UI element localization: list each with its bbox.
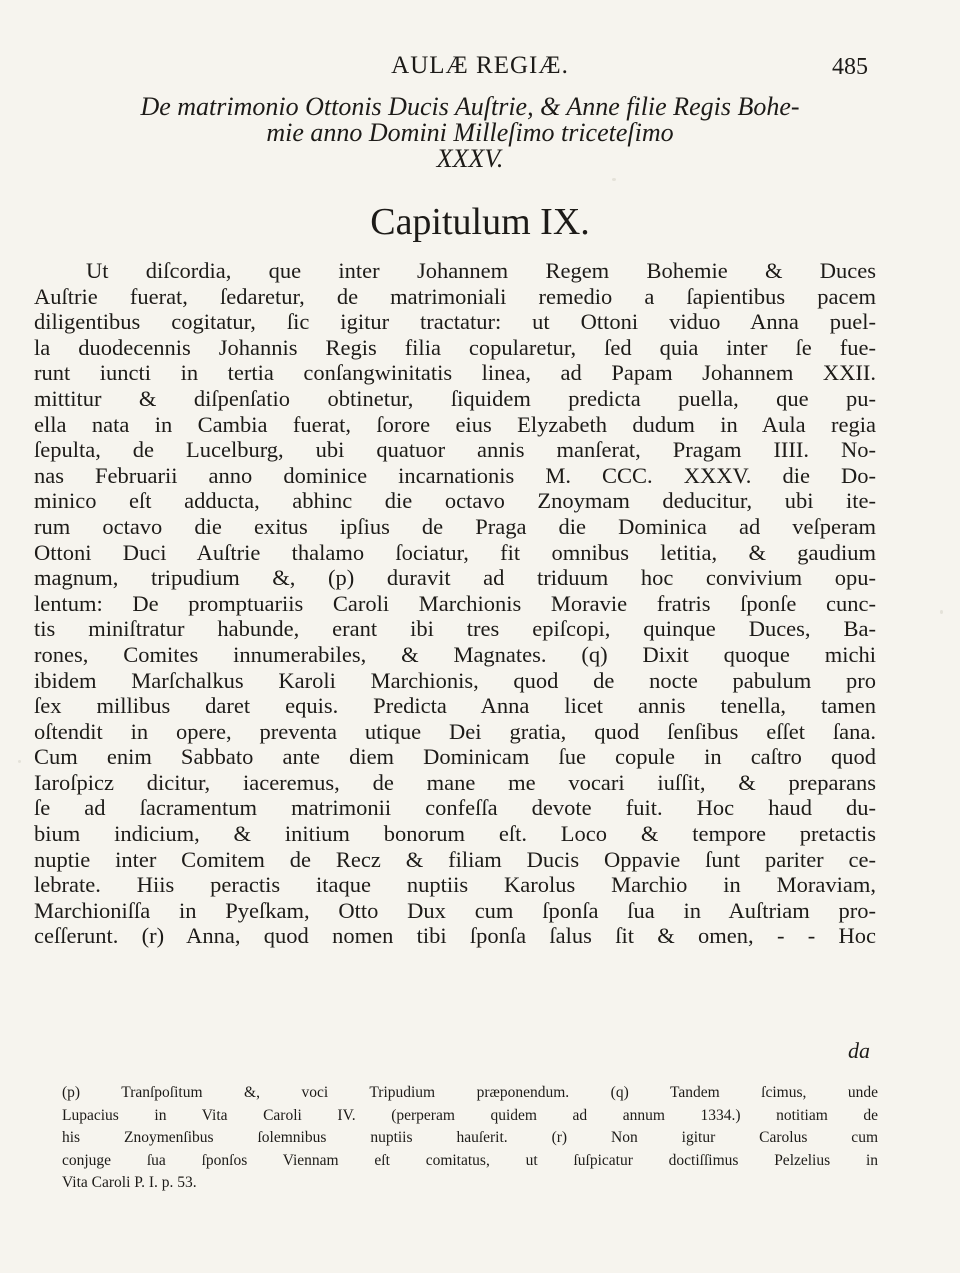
footnote-line: conjuge ſua ſponſos Viennam eſt comitatus, ut ſuſpicatur doctiſſimus Pelzelius in [62, 1151, 878, 1169]
body-line: Cum enim Sabbato ante diem Dominicam ſue copule in caſtro quod [34, 744, 876, 770]
paper-speck [612, 178, 616, 181]
body-line: ſex millibus daret equis. Predicta Anna licet annis tenella, tamen [34, 693, 876, 719]
body-line: ibidem Marſchalkus Karoli Marchionis, quod de nocte pabulum pro [34, 667, 876, 693]
paper-speck [940, 610, 943, 614]
heading-line: De matrimonio Ottonis Ducis Auſtrie, & Anne filie Regis Bohe- [140, 92, 800, 121]
body-line: bium indicium, & initium bonorum eſt. Loco & tempore pretactis [34, 821, 876, 847]
running-head [0, 52, 960, 88]
body-line: rones, Comites innumerabiles, & Magnates. (q) Dixit quoque michi [34, 641, 876, 667]
heading-line: XXXV. [436, 144, 504, 173]
body-line: Auſtrie fuerat, ſedaretur, de matrimoniali remedio a ſapientibus pacem [34, 283, 876, 309]
body-line: nas Februarii anno dominice incarnationis M. CCC. XXXV. die Do- [34, 462, 876, 488]
chapter-title: Capitulum IX. [370, 201, 590, 243]
body-line: minico eſt adducta, abhinc die octavo Znoymam deducitur, ubi ite- [34, 488, 876, 514]
catchword: da [848, 1038, 870, 1063]
body-line: runt iuncti in tertia conſangwinitatis linea, ad Papam Johannem XXII. [34, 360, 876, 386]
paper-speck [18, 760, 21, 763]
footnote-line: Lupacius in Vita Caroli IV. (perperam quidem ad annum 1334.) notitiam de [62, 1106, 878, 1124]
body-line: Ut diſcordia, que inter Johannem Regem Bohemie & Duces [86, 258, 876, 283]
running-title: AULÆ REGIÆ. [391, 52, 569, 79]
heading-line: mie anno Domini Milleſimo triceteſimo [266, 118, 674, 147]
body-line: mittitur & diſpenſatio obtinetur, ſiquidem predicta puella, que pu- [34, 385, 876, 411]
footnote-line: his Znoymenſibus ſolemnibus nuptiis hauſerit. (r) Non igitur Carolus cum [62, 1129, 878, 1146]
body-line: lentum: De promptuariis Caroli Marchionis Moravie fratris ſponſe cunc- [34, 590, 876, 616]
body-line: Ottoni Duci Auſtrie thalamo ſociatur, fit omnibus letitia, & gaudium [34, 539, 876, 565]
body-line: rum octavo die exitus ipſius de Praga die Dominica ad veſperam [34, 513, 876, 539]
body-line: lebrate. Hiis peractis itaque nuptiis Karolus Marchio in Moraviam, [34, 872, 876, 898]
page-number: 485 [832, 54, 868, 80]
body-line: ſepulta, de Lucelburg, ubi quatuor annis manſerat, Pragam IIII. No- [34, 437, 876, 463]
body-line: la duodecennis Johannis Regis filia copularetur, ſed quia inter ſe fue- [34, 334, 876, 360]
body-text [34, 258, 876, 949]
body-line: Marchioniſſa in Pyeſkam, Otto Dux cum ſponſa ſua in Auſtriam pro- [34, 897, 876, 923]
body-line: tis miniſtratur habunde, erant ibi tres epiſcopi, quinque Duces, Ba- [34, 616, 876, 642]
footnotes [62, 1082, 878, 1195]
body-line: oſtendit in opere, preventa utique Dei gratia, quod ſenſibus eſſet ſana. [34, 718, 876, 744]
body-line: ſe ad ſacramentum matrimonii confeſſa devote fuit. Hoc haud du- [34, 795, 876, 821]
body-line: diligentibus cogitatur, ſic igitur tractatur: ut Ottoni viduo Anna puel- [34, 309, 876, 335]
body-line: ceſſerunt. (r) Anna, quod nomen tibi ſponſa ſalus ſit & omen, - - Hoc [34, 923, 876, 949]
body-line: magnum, tripudium &, (p) duravit ad triduum hoc convivium opu- [34, 565, 876, 591]
body-line: ella nata in Cambia fuerat, ſorore eius Elyzabeth dudum in Aula regia [34, 411, 876, 437]
footnote-line: (p) Tranſpoſitum &, voci Tripudium præponendum. (q) Tandem ſcimus, unde [62, 1084, 878, 1101]
body-line: nuptie inter Comitem de Recz & filiam Ducis Oppavie ſunt pariter ce- [34, 846, 876, 872]
section-heading [30, 94, 910, 172]
body-line: Iaroſpicz dicitur, iaceremus, de mane me vocari iuſſit, & preparans [34, 769, 876, 795]
footnote-line: Vita Caroli P. I. p. 53. [62, 1174, 197, 1191]
